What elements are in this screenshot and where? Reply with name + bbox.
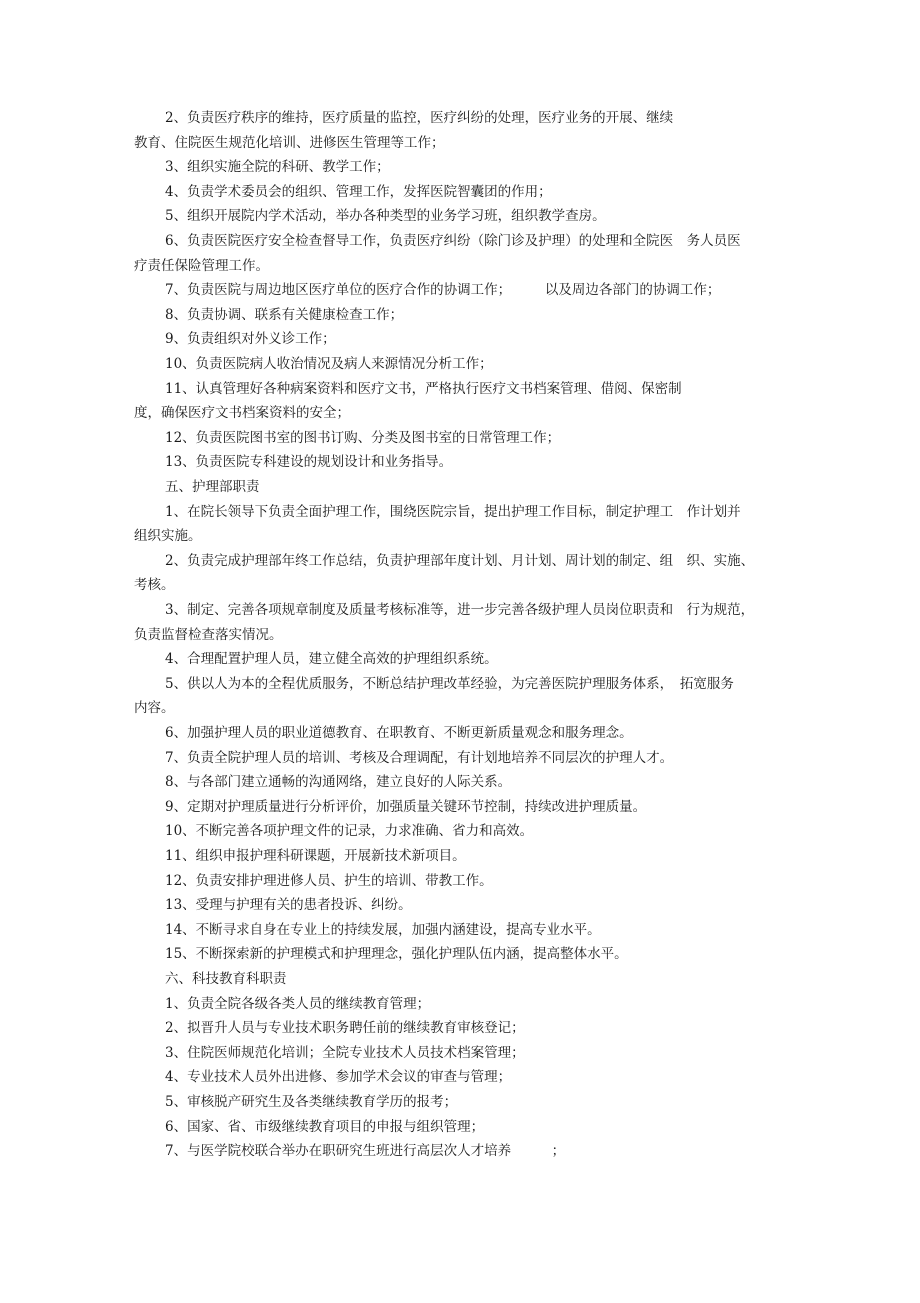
list-item: 15、不断探索新的护理模式和护理理念，强化护理队伍内涵，提高整体水平。 — [165, 946, 628, 963]
list-item: 5、审核脱产研究生及各类继续教育学历的报考； — [165, 1094, 458, 1110]
list-item-continuation: 考核。 — [134, 577, 175, 594]
list-item-continuation: 内容。 — [134, 700, 175, 717]
list-item: 2、负责医疗秩序的维持，医疗质量的监控，医疗纠纷的处理，医疗业务的开展、继续 — [165, 110, 674, 126]
list-item: 1、负责全院各级各类人员的继续教育管理； — [165, 995, 431, 1012]
list-item: 13、负责医院专科建设的规划设计和业务指导。 — [165, 454, 453, 471]
list-item: 3、组织实施全院的科研、教学工作； — [165, 159, 390, 176]
list-item: 5、组织开展院内学术活动，举办各种类型的业务学习班，组织教学查房。 — [165, 208, 606, 225]
list-item: 8、负责协调、联系有关健康检查工作； — [165, 306, 404, 323]
list-item: 12、负责安排护理进修人员、护生的培训、带教工作。 — [165, 872, 493, 889]
list-item: 4、合理配置护理人员，建立健全高效的护理组织系统。 — [165, 651, 498, 668]
list-item: 14、不断寻求自身在专业上的持续发展，加强内涵建设，提高专业水平。 — [165, 921, 601, 938]
section-heading: 五、护理部职责 — [165, 479, 260, 495]
section-heading: 六、科技教育科职责 — [165, 971, 287, 987]
list-item: 9、负责组织对外义诊工作； — [165, 331, 336, 348]
list-item: 6、负责医院医疗安全检查督导工作，负责医疗纠纷（除门诊及护理）的处理和全院医 务人员医 — [165, 233, 741, 249]
list-item: 2、负责完成护理部年终工作总结，负责护理部年度计划、月计划、周计划的制定、组 织、实施、 — [165, 552, 755, 569]
list-item-continuation: 疗责任保险管理工作。 — [134, 257, 269, 274]
list-item-continuation: 负责监督检查落实情况。 — [134, 626, 283, 643]
list-item: 11、组织申报护理科研课题，开展新技术新项目。 — [165, 848, 466, 864]
list-item: 10、不断完善各项护理文件的记录，力求准确、省力和高效。 — [165, 823, 534, 840]
list-item: 3、住院医师规范化培训；全院专业技术人员技术档案管理； — [165, 1044, 525, 1061]
list-item: 13、受理与护理有关的患者投诉、纠纷。 — [165, 897, 412, 914]
list-item-continuation: 教育、住院医生规范化培训、进修医生管理等工作； — [134, 134, 445, 151]
list-item: 9、定期对护理质量进行分析评价，加强质量关键环节控制，持续改进护理质量。 — [165, 798, 647, 815]
list-item: 3、制定、完善各项规章制度及质量考核标准等，进一步完善各级护理人员岗位职责和 行为规范， — [165, 602, 755, 618]
list-item: 1、在院长领导下负责全面护理工作，围绕医院宗旨，提出护理工作目标，制定护理工 作计划并 — [165, 503, 741, 520]
list-item: 7、与医学院校联合举办在职研究生班进行高层次人才培养 ； — [165, 1143, 566, 1160]
list-item: 4、专业技术人员外出进修、参加学术会议的审查与管理； — [165, 1069, 512, 1086]
list-item: 7、负责医院与周边地区医疗单位的医疗合作的协调工作； 以及周边各部门的协调工作； — [165, 282, 721, 299]
list-item: 10、负责医院病人收治情况及病人来源情况分析工作； — [165, 356, 493, 372]
list-item: 7、负责全院护理人员的培训、考核及合理调配，有计划地培养不同层次的护理人才。 — [165, 749, 674, 766]
list-item: 4、负责学术委员会的组织、管理工作，发挥医院智囊团的作用； — [165, 183, 552, 200]
list-item: 8、与各部门建立通畅的沟通网络，建立良好的人际关系。 — [165, 774, 512, 791]
list-item: 6、加强护理人员的职业道德教育、在职教育、不断更新质量观念和服务理念。 — [165, 725, 633, 741]
list-item-continuation: 度，确保医疗文书档案资料的安全； — [134, 405, 350, 422]
list-item: 2、拟晋升人员与专业技术职务聘任前的继续教育审核登记； — [165, 1020, 525, 1037]
list-item: 6、国家、省、市级继续教育项目的申报与组织管理； — [165, 1118, 485, 1135]
list-item-continuation: 组织实施。 — [134, 528, 202, 545]
list-item: 11、认真管理好各种病案资料和医疗文书，严格执行医疗文书档案管理、借阅、保密制 — [165, 380, 682, 397]
list-item: 5、供以人为本的全程优质服务，不断总结护理改革经验，为完善医院护理服务体系， 拓宽服务 — [165, 675, 734, 692]
list-item: 12、负责医院图书室的图书订购、分类及图书室的日常管理工作； — [165, 429, 561, 446]
